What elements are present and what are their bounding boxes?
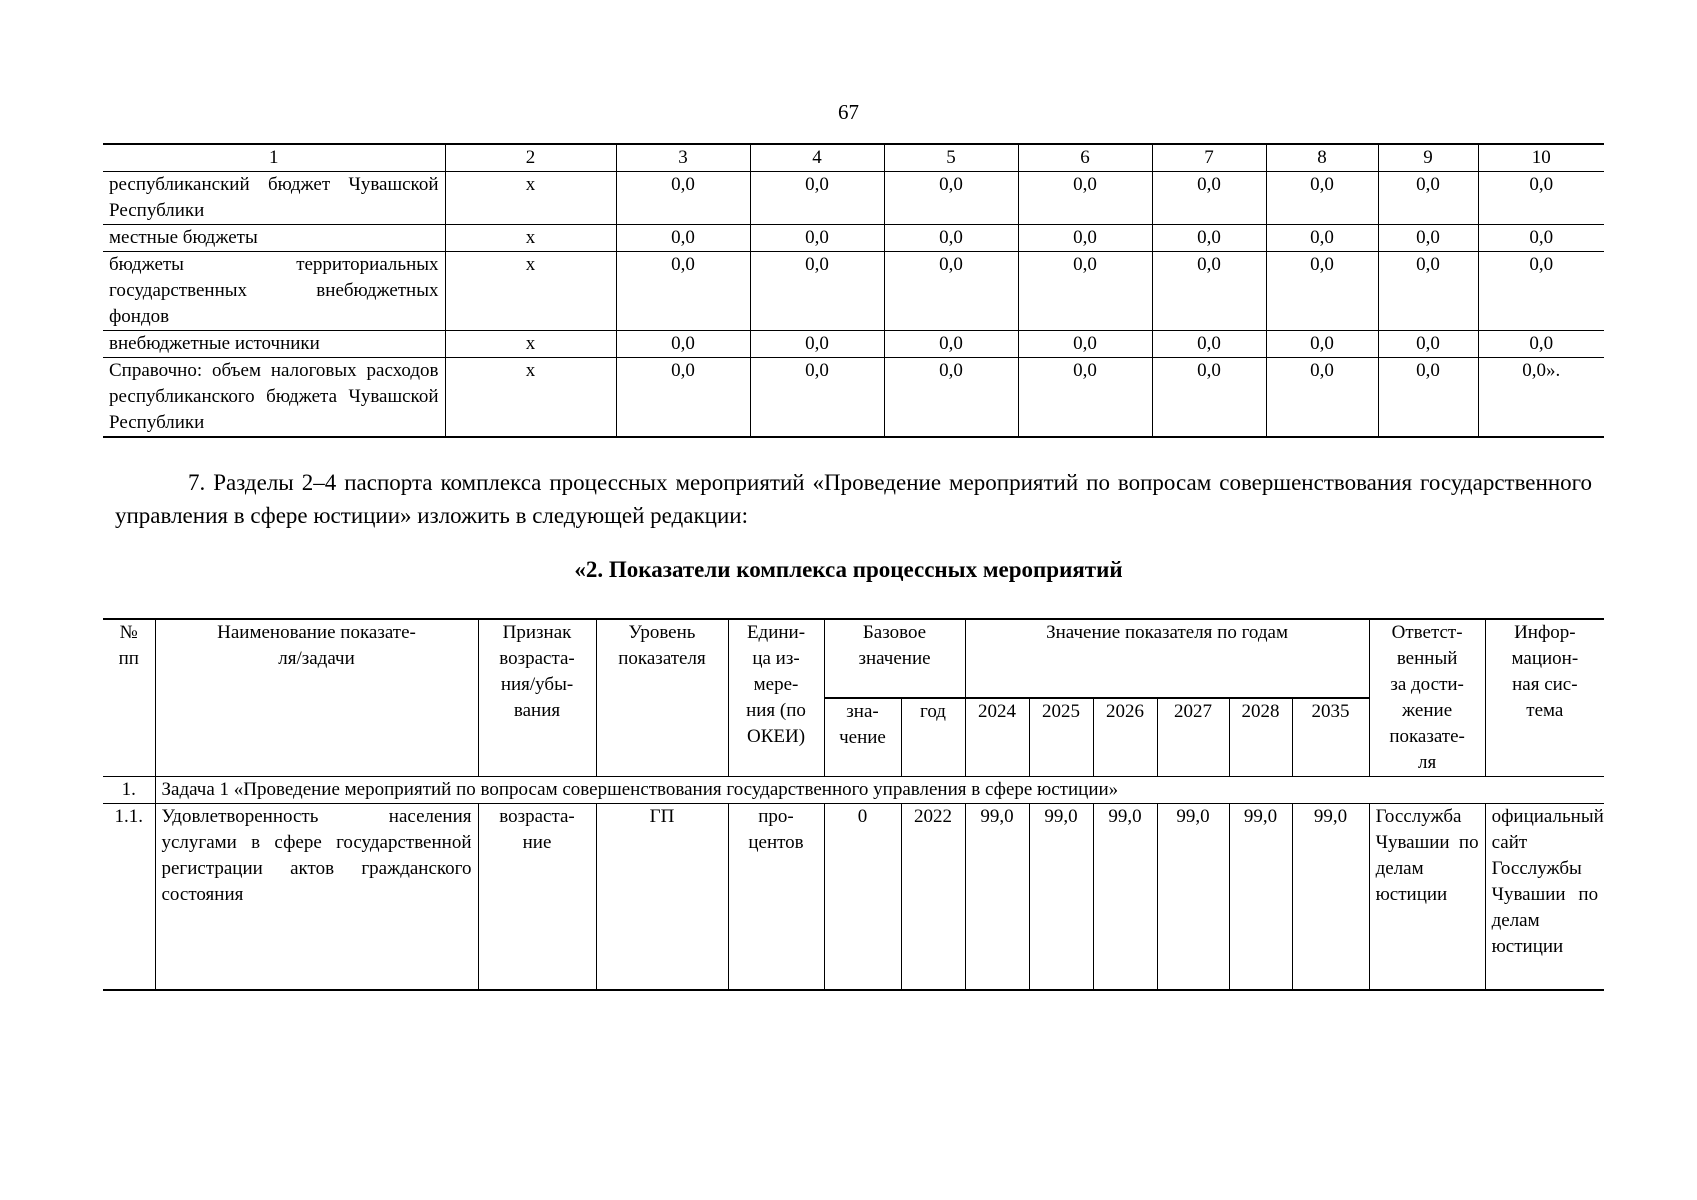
table-cell: 0,0 (1378, 225, 1478, 252)
year-value: 99,0 (1157, 804, 1229, 990)
table-cell: 0,0 (750, 252, 884, 331)
table-cell: 0,0». (1478, 358, 1604, 438)
header-line: тема (1526, 700, 1564, 721)
base-year: 2022 (901, 804, 965, 990)
header-line: ния/убы- (500, 674, 574, 695)
column-header: 3 (616, 144, 750, 172)
table-cell: 0,0 (1478, 225, 1604, 252)
table-cell: 0,0 (1266, 331, 1378, 358)
row-mark: х (445, 252, 616, 331)
indicators-table (103, 618, 1604, 991)
header-year: 2027 (1157, 698, 1229, 776)
indicator-name: Удовлетворенность населения услугами в сфере государственной регистрации актов гражданского состояния (155, 804, 478, 990)
header-line: показателя (618, 648, 706, 669)
header-line: Базовое (862, 622, 927, 643)
column-header: 10 (1478, 144, 1604, 172)
year-value: 99,0 (1029, 804, 1093, 990)
column-header: 5 (884, 144, 1018, 172)
header-years-group: Значение показателя по годам (965, 619, 1369, 698)
header-line: Едини- (746, 622, 806, 643)
header-line: ния (по (746, 700, 806, 721)
table-cell: 0,0 (1478, 331, 1604, 358)
column-header: 6 (1018, 144, 1152, 172)
header-line: Уровень (628, 622, 696, 643)
table-cell: 0,0 (750, 358, 884, 438)
table-cell: 0,0 (1266, 225, 1378, 252)
header-line: мацион- (1511, 648, 1579, 669)
year-value: 99,0 (1229, 804, 1292, 990)
header-responsible (1369, 619, 1485, 777)
table-cell: 0,0 (750, 225, 884, 252)
header-line: Инфор- (1514, 622, 1576, 643)
row-num: 1.1. (103, 804, 155, 990)
cell-line: центов (748, 832, 804, 853)
header-line: возраста- (499, 648, 575, 669)
task-row (103, 777, 1604, 804)
table-cell: 0,0 (1018, 172, 1152, 225)
header-line: чение (839, 727, 886, 749)
header-infosys (1485, 619, 1604, 777)
cell-line: возраста- (499, 806, 575, 827)
table-cell: 0,0 (750, 331, 884, 358)
table-cell: 0,0 (1378, 252, 1478, 331)
column-header: 9 (1378, 144, 1478, 172)
header-line: значение (858, 648, 931, 669)
table-cell: 0,0 (884, 225, 1018, 252)
indicator-level: ГП (596, 804, 728, 990)
column-header: 7 (1152, 144, 1266, 172)
cell-line: про- (758, 806, 794, 827)
table-cell: 0,0 (884, 172, 1018, 225)
table-cell: 0,0 (1378, 172, 1478, 225)
header-line: зна- (846, 701, 879, 723)
column-header: 4 (750, 144, 884, 172)
task-text: Задача 1 «Проведение мероприятий по вопросам совершенствования государственного управления в сфере юстиции» (155, 777, 1604, 804)
page-number: 67 (838, 100, 859, 124)
column-header: 2 (445, 144, 616, 172)
table-header-row (103, 619, 1604, 698)
row-mark: х (445, 331, 616, 358)
header-line: показате- (1389, 726, 1465, 747)
header-line: ля (1417, 752, 1437, 773)
header-year: 2025 (1029, 698, 1093, 776)
header-line: Признак (502, 622, 572, 643)
row-label: местные бюджеты (103, 225, 445, 252)
table-row (103, 331, 1604, 358)
header-line: ля/задачи (278, 648, 355, 669)
table-cell: 0,0 (616, 358, 750, 438)
table-cell: 0,0 (750, 172, 884, 225)
header-line: ОКЕИ) (746, 726, 806, 747)
table-cell: 0,0 (1378, 331, 1478, 358)
header-line: за дости- (1390, 674, 1464, 695)
table-cell: 0,0 (1266, 172, 1378, 225)
header-base-year: год (901, 698, 965, 776)
header-line: ца из- (752, 648, 800, 669)
header-line: Ответст- (1391, 622, 1463, 643)
table-cell: 0,0 (1378, 358, 1478, 438)
header-line: ная сис- (1512, 674, 1578, 695)
row-label: бюджеты территориальных государственных внебюджетных фондов (103, 252, 445, 331)
budget-table (103, 143, 1604, 438)
table-cell: 0,0 (1018, 358, 1152, 438)
year-value: 99,0 (1292, 804, 1369, 990)
table-row (103, 358, 1604, 438)
table-cell: 0,0 (616, 225, 750, 252)
row-label: республиканский бюджет Чувашской Республики (103, 172, 445, 225)
header-line: № (119, 622, 138, 643)
amendment-paragraph: 7. Разделы 2–4 паспорта комплекса процессных мероприятий «Проведение мероприятий по вопросам совершенствования государственного управления в сфере юстиции» изложить в следующей редакции: (115, 470, 1592, 528)
table-cell: 0,0 (1266, 358, 1378, 438)
table-cell: 0,0 (1478, 172, 1604, 225)
header-unit (728, 619, 824, 777)
header-line: мере- (753, 674, 799, 695)
table-cell: 0,0 (1152, 358, 1266, 438)
table-cell: 0,0 (1018, 252, 1152, 331)
table-cell: 0,0 (1152, 252, 1266, 331)
table-row (103, 225, 1604, 252)
header-year: 2024 (965, 698, 1029, 776)
header-line: вания (513, 700, 561, 721)
header-year: 2028 (1229, 698, 1292, 776)
header-base (824, 619, 965, 698)
header-name (155, 619, 478, 777)
row-label: Справочно: объем налоговых расходов республиканского бюджета Чувашской Республики (103, 358, 445, 438)
header-base-value (824, 698, 901, 776)
base-value: 0 (824, 804, 901, 990)
header-year: 2026 (1093, 698, 1157, 776)
table-cell: 0,0 (1478, 252, 1604, 331)
table-cell: 0,0 (1152, 225, 1266, 252)
table-header-row (103, 144, 1604, 172)
indicator-trend (478, 804, 596, 990)
table-cell: 0,0 (1018, 225, 1152, 252)
header-year: 2035 (1292, 698, 1369, 776)
table-cell: 0,0 (1266, 252, 1378, 331)
header-trend (478, 619, 596, 777)
row-mark: х (445, 358, 616, 438)
table-cell: 0,0 (616, 252, 750, 331)
table-cell: 0,0 (884, 252, 1018, 331)
year-value: 99,0 (1093, 804, 1157, 990)
row-label: внебюджетные источники (103, 331, 445, 358)
table-cell: 0,0 (1152, 172, 1266, 225)
table-cell: 0,0 (616, 331, 750, 358)
table-row (103, 804, 1604, 990)
row-mark: х (445, 225, 616, 252)
year-value: 99,0 (965, 804, 1029, 990)
header-line: Наименование показате- (217, 622, 416, 643)
info-system: официальный сайт Госслужбы Чувашии по делам юстиции (1485, 804, 1604, 990)
header-line: венный (1396, 648, 1458, 669)
table-row (103, 172, 1604, 225)
column-header: 1 (103, 144, 445, 172)
table-cell: 0,0 (884, 358, 1018, 438)
responsible-org: Госслужба Чувашии по делам юстиции (1369, 804, 1485, 990)
table-cell: 0,0 (884, 331, 1018, 358)
table-row (103, 252, 1604, 331)
indicator-unit (728, 804, 824, 990)
row-mark: х (445, 172, 616, 225)
header-num (103, 619, 155, 777)
table-cell: 0,0 (1152, 331, 1266, 358)
column-header: 8 (1266, 144, 1378, 172)
header-line: жение (1402, 700, 1453, 721)
cell-line: ние (522, 832, 552, 853)
task-num: 1. (103, 777, 155, 804)
header-level (596, 619, 728, 777)
table-cell: 0,0 (616, 172, 750, 225)
table-cell: 0,0 (1018, 331, 1152, 358)
header-line: пп (118, 648, 139, 669)
section-title: «2. Показатели комплекса процессных мероприятий (574, 557, 1123, 582)
